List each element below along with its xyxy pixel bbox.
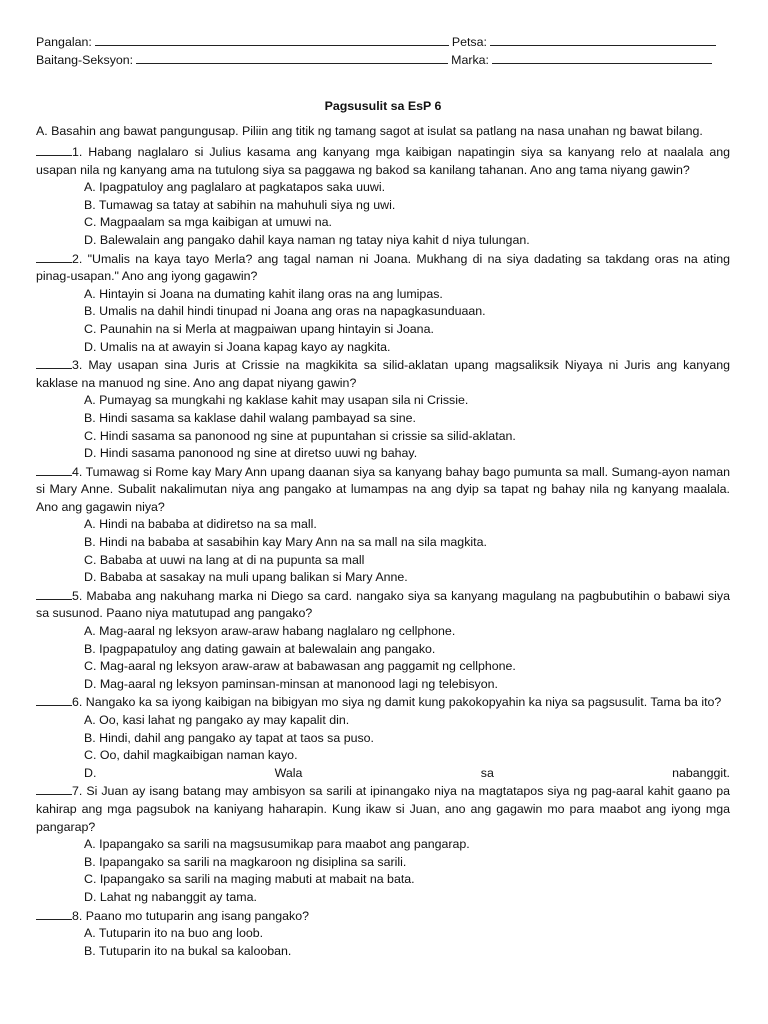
question-text: 3. May usapan sina Juris at Crissie na magkikita sa silid-aklatan upang magsaliksik Niyaya ni Juris ang kanyang kaklase na manuod ng sine. Ano ang dapat niyang gawin?	[36, 358, 730, 390]
choice-4d: D. Bababa at sasakay na muli upang balikan si Mary Anne.	[84, 570, 408, 585]
header-row-2	[36, 52, 730, 70]
choice-4b: B. Hindi na bababa at sasabihin kay Mary Ann na sa mall na sila magkita.	[84, 535, 487, 550]
choice-6d: D. Wala sa nabanggit.	[84, 765, 730, 780]
date-blank[interactable]	[490, 34, 716, 46]
choice-5b: B. Ipagpapatuloy ang dating gawain at balewalain ang pangako.	[84, 641, 436, 656]
choice-3c: C. Hindi sasama sa panonood ng sine at pupuntahan si crissie sa silid-aklatan.	[84, 428, 516, 443]
choice-6b: B. Hindi, dahil ang pangako ay tapat at taos sa puso.	[84, 730, 375, 745]
choice-7a: A. Ipapangako sa sarili na magsusumikap para maabot ang pangarap.	[84, 837, 470, 852]
quiz-page	[36, 34, 730, 960]
date-label: Petsa:	[451, 35, 487, 49]
question-4	[36, 463, 730, 587]
choice-2c: C. Paunahin na si Merla at magpaiwan upang hintayin si Joana.	[84, 321, 434, 336]
question-8	[36, 907, 730, 961]
question-6	[36, 693, 730, 782]
choice-1b: B. Tumawag sa tatay at sabihin na mahuhuli siya ng uwi.	[84, 197, 396, 212]
quiz-title: Pagsusulit sa EsP 6	[324, 99, 442, 113]
answer-blank-5[interactable]	[36, 587, 72, 600]
choice-8b: B. Tutuparin ito na bukal sa kalooban.	[84, 943, 292, 958]
choice-4c: C. Bababa at uuwi na lang at di na pupunta sa mall	[84, 552, 365, 567]
question-text: 4. Tumawag si Rome kay Mary Ann upang daanan siya sa kanyang bahay bago pumunta sa mall. Sumang-ayon naman si Mary Anne. Subalit nakalimutan niya ang pangako at lumampas na ang dyip sa tapat ng bahay nila ng kanyang maalala. Ano ang gagawin niya?	[36, 464, 730, 514]
choice-2d: D. Umalis na at awayin si Joana kapag kayo ay nagkita.	[84, 339, 391, 354]
section-blank[interactable]	[136, 52, 448, 64]
question-text: 2. "Umalis na kaya tayo Merla? ang tagal naman ni Joana. Mukhang di na siya dadating sa takdang oras na ating pinag-usapan." Ano ang iyong gagawin?	[36, 251, 730, 284]
question-text: 1. Habang naglalaro si Julius kasama ang kanyang mga kaibigan napatingin siya sa kanyang relo at naalala ang usapan nila ng kanyang ama na tutulong siya sa paggawa ng bakod sa kanilang tahanan. Ano ang tama niyang gawin?	[36, 145, 730, 177]
choice-8a: A. Tutuparin ito na buo ang loob.	[84, 926, 264, 941]
answer-blank-4[interactable]	[36, 463, 72, 476]
choice-4a: A. Hindi na bababa at didiretso na sa mall.	[84, 517, 317, 532]
choice-2a: A. Hintayin si Joana na dumating kahit ilang oras na ang lumipas.	[84, 286, 443, 301]
answer-blank-1[interactable]	[36, 143, 72, 156]
name-blank[interactable]	[95, 34, 449, 46]
answer-blank-6[interactable]	[36, 693, 72, 706]
choice-1a: A. Ipagpatuloy ang paglalaro at pagkatapos saka uuwi.	[84, 180, 386, 195]
section-label: Baitang-Seksyon:	[36, 53, 134, 67]
question-3	[36, 356, 730, 463]
score-label: Marka:	[451, 53, 489, 67]
name-label: Pangalan:	[36, 35, 92, 49]
choice-6c: C. Oo, dahil magkaibigan naman kayo.	[84, 748, 298, 763]
question-text: 6. Nangako ka sa iyong kaibigan na bibigyan mo siya ng damit kung pakokopyahin ka niya sa pagsusulit. Tama ba ito?	[72, 695, 722, 710]
choice-6a: A. Oo, kasi lahat ng pangako ay may kapalit din.	[84, 713, 350, 727]
question-text: 5. Mababa ang nakuhang marka ni Diego sa card. nangako siya sa kanyang magulang na pagbubutihin o babawi siya sa susunod. Paano niya matutupad ang pangako?	[36, 588, 730, 621]
choice-7b: B. Ipapangako sa sarili na magkaroon ng disiplina sa sarili.	[84, 854, 407, 869]
choice-1c: C. Magpaalam sa mga kaibigan at umuwi na.	[84, 215, 332, 230]
answer-blank-8[interactable]	[36, 907, 72, 920]
choice-2b: B. Umalis na dahil hindi tinupad ni Joana ang oras na napagkasunduaan.	[84, 304, 486, 319]
choice-7c: C. Ipapangako sa sarili na maging mabuti at mabait na bata.	[84, 872, 415, 887]
choice-1d: D. Balewalain ang pangako dahil kaya naman ng tatay niya kahit d niya tulungan.	[84, 232, 530, 247]
choice-7d: D. Lahat ng nabanggit ay tama.	[84, 889, 257, 904]
answer-blank-7[interactable]	[36, 782, 72, 795]
question-text: 7. Si Juan ay isang batang may ambisyon sa sarili at ipinangako niya na magtatapos siya ng pag-aaral kahit gaano pa kahirap ang mga pagsubok na kaniyang haharapin. Kung ikaw si Juan, ano ang gagawin mo para maabot ang iyong mga pangarap?	[36, 784, 730, 834]
question-1	[36, 143, 730, 250]
choice-5c: C. Mag-aaral ng leksyon araw-araw at babawasan ang paggamit ng cellphone.	[84, 659, 516, 674]
question-7	[36, 782, 730, 906]
choice-3a: A. Pumayag sa mungkahi ng kaklase kahit may usapan sila ni Crissie.	[84, 393, 469, 408]
choice-5a: A. Mag-aaral ng leksyon araw-araw habang naglalaro ng cellphone.	[84, 624, 456, 639]
questions-list	[36, 143, 730, 960]
choice-5d: D. Mag-aaral ng leksyon paminsan-minsan at manonood lagi ng telebisyon.	[84, 676, 498, 691]
answer-blank-2[interactable]	[36, 250, 72, 263]
question-5	[36, 587, 730, 694]
question-2	[36, 250, 730, 357]
instructions: A. Basahin ang bawat pangungusap. Piliin ang titik ng tamang sagot at isulat sa patlang na nasa unahan ng bawat bilang.	[36, 124, 703, 138]
question-text: 8. Paano mo tutuparin ang isang pangako?	[72, 908, 309, 923]
answer-blank-3[interactable]	[36, 356, 72, 369]
choice-3d: D. Hindi sasama panonood ng sine at diretso uuwi ng bahay.	[84, 446, 418, 461]
choice-3b: B. Hindi sasama sa kaklase dahil walang pambayad sa sine.	[84, 410, 416, 425]
score-blank[interactable]	[492, 52, 712, 64]
header-row-1	[36, 34, 730, 52]
